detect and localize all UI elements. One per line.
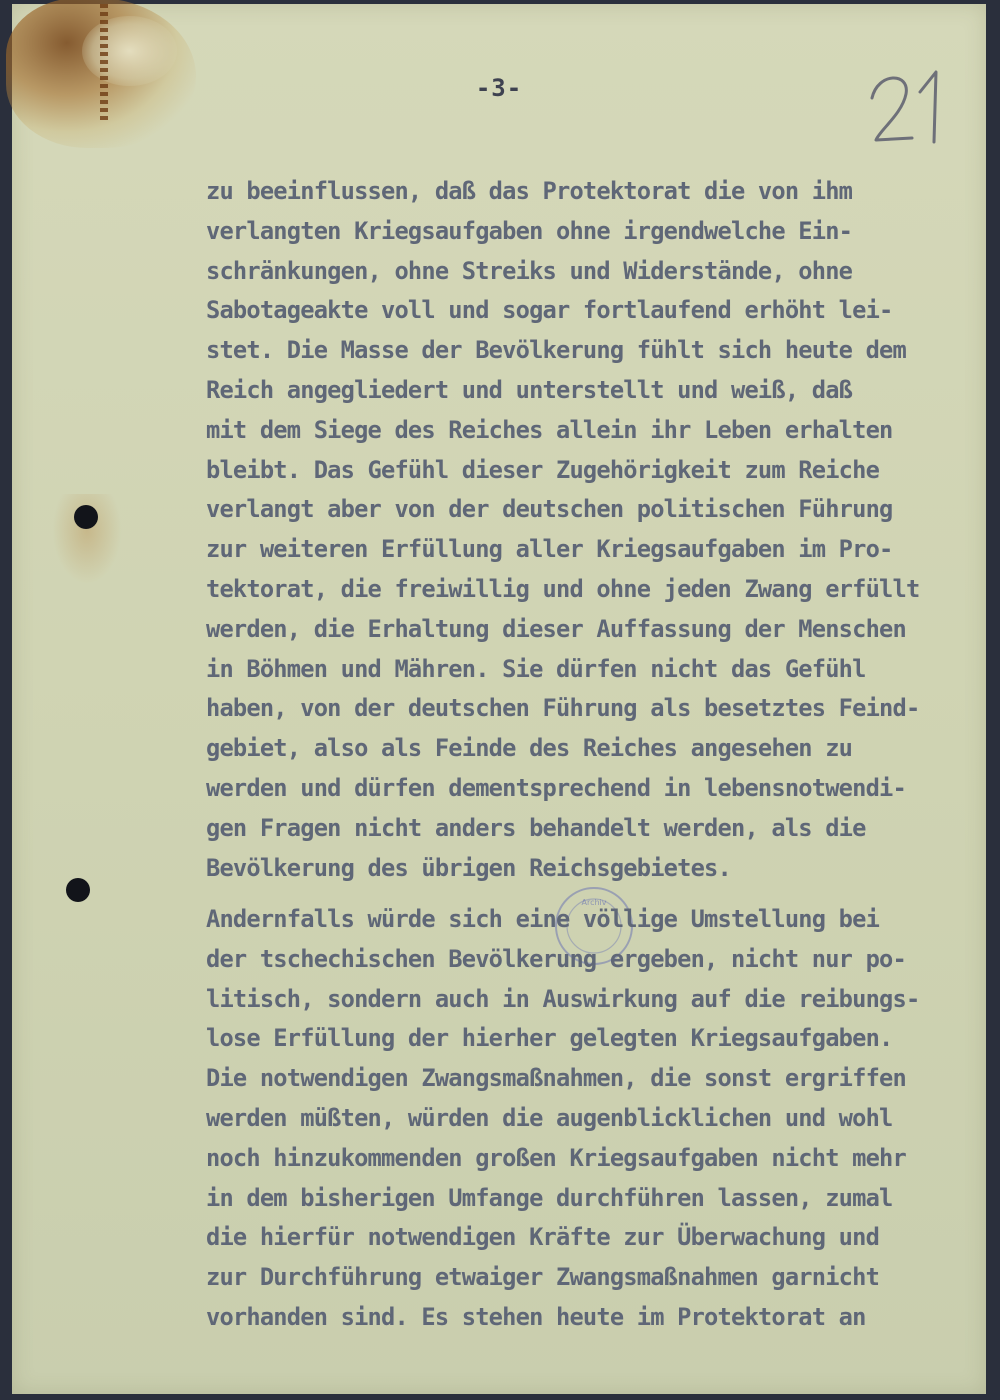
punch-hole [74, 505, 98, 529]
pencil-folio-number [850, 58, 960, 148]
text-line: lose Erfüllung der hierher gelegten Kriegsaufgaben. [206, 1024, 893, 1053]
text-line: Reich angegliedert und unterstellt und weiß, daß [206, 375, 853, 404]
text-line: schränkungen, ohne Streiks und Widerstände, ohne [206, 256, 853, 285]
text-line: werden, die Erhaltung dieser Auffassung der Menschen [206, 614, 906, 643]
text-line: in dem bisherigen Umfange durchführen lassen, zumal [206, 1183, 893, 1212]
paper-sheet [12, 4, 986, 1394]
text-line: zu beeinflussen, daß das Protektorat die von ihm [206, 177, 853, 205]
text-line: zur Durchführung etwaiger Zwangsmaßnahmen garnicht [206, 1263, 880, 1292]
text-line: verlangten Kriegsaufgaben ohne irgendwelche Ein- [206, 216, 853, 245]
text-line: vorhanden sind. Es stehen heute im Protektorat an [206, 1302, 866, 1331]
text-line: tektorat, die freiwillig und ohne jeden Zwang erfüllt [206, 574, 920, 603]
text-line: gebiet, also als Feinde des Reiches angesehen zu [206, 734, 853, 763]
page-number: -3- [475, 74, 523, 102]
text-line: bleibt. Das Gefühl dieser Zugehörigkeit zum Reiche [206, 455, 880, 484]
text-line: Bevölkerung des übrigen Reichsgebietes. [206, 853, 731, 882]
text-line: Die notwendigen Zwangsmaßnahmen, die sonst ergriffen [206, 1064, 906, 1093]
text-line: werden und dürfen dementsprechend in lebensnotwendi- [206, 773, 906, 802]
paragraph-1 [206, 172, 986, 888]
text-line: zur weiteren Erfüllung aller Kriegsaufgaben im Pro- [206, 535, 893, 564]
text-line: stet. Die Masse der Bevölkerung fühlt sich heute dem [206, 336, 906, 365]
text-line: Sabotageakte voll und sogar fortlaufend erhöht lei- [206, 296, 893, 325]
text-line: noch hinzukommenden großen Kriegsaufgaben nicht mehr [206, 1143, 906, 1172]
text-line: die hierfür notwendigen Kräfte zur Überwachung und [206, 1223, 880, 1252]
paragraph-2 [206, 900, 986, 1338]
text-line: litisch, sondern auch in Auswirkung auf die reibungs- [206, 984, 920, 1013]
burn-streak [100, 4, 108, 124]
text-line: in Böhmen und Mähren. Sie dürfen nicht das Gefühl [206, 654, 866, 683]
punch-hole [66, 878, 90, 902]
text-line: mit dem Siege des Reiches allein ihr Leben erhalten [206, 415, 893, 444]
text-line: werden müßten, würden die augenblicklichen und wohl [206, 1103, 893, 1132]
stamp-text: Archiv [581, 898, 607, 907]
text-line: gen Fragen nicht anders behandelt werden, als die [206, 813, 866, 842]
text-line: haben, von der deutschen Führung als besetztes Feind- [206, 694, 920, 723]
text-line: verlangt aber von der deutschen politischen Führung [206, 495, 893, 524]
text-line: Andernfalls würde sich eine völlige Umstellung bei [206, 905, 880, 933]
text-line: der tschechischen Bevölkerung ergeben, nicht nur po- [206, 944, 906, 973]
